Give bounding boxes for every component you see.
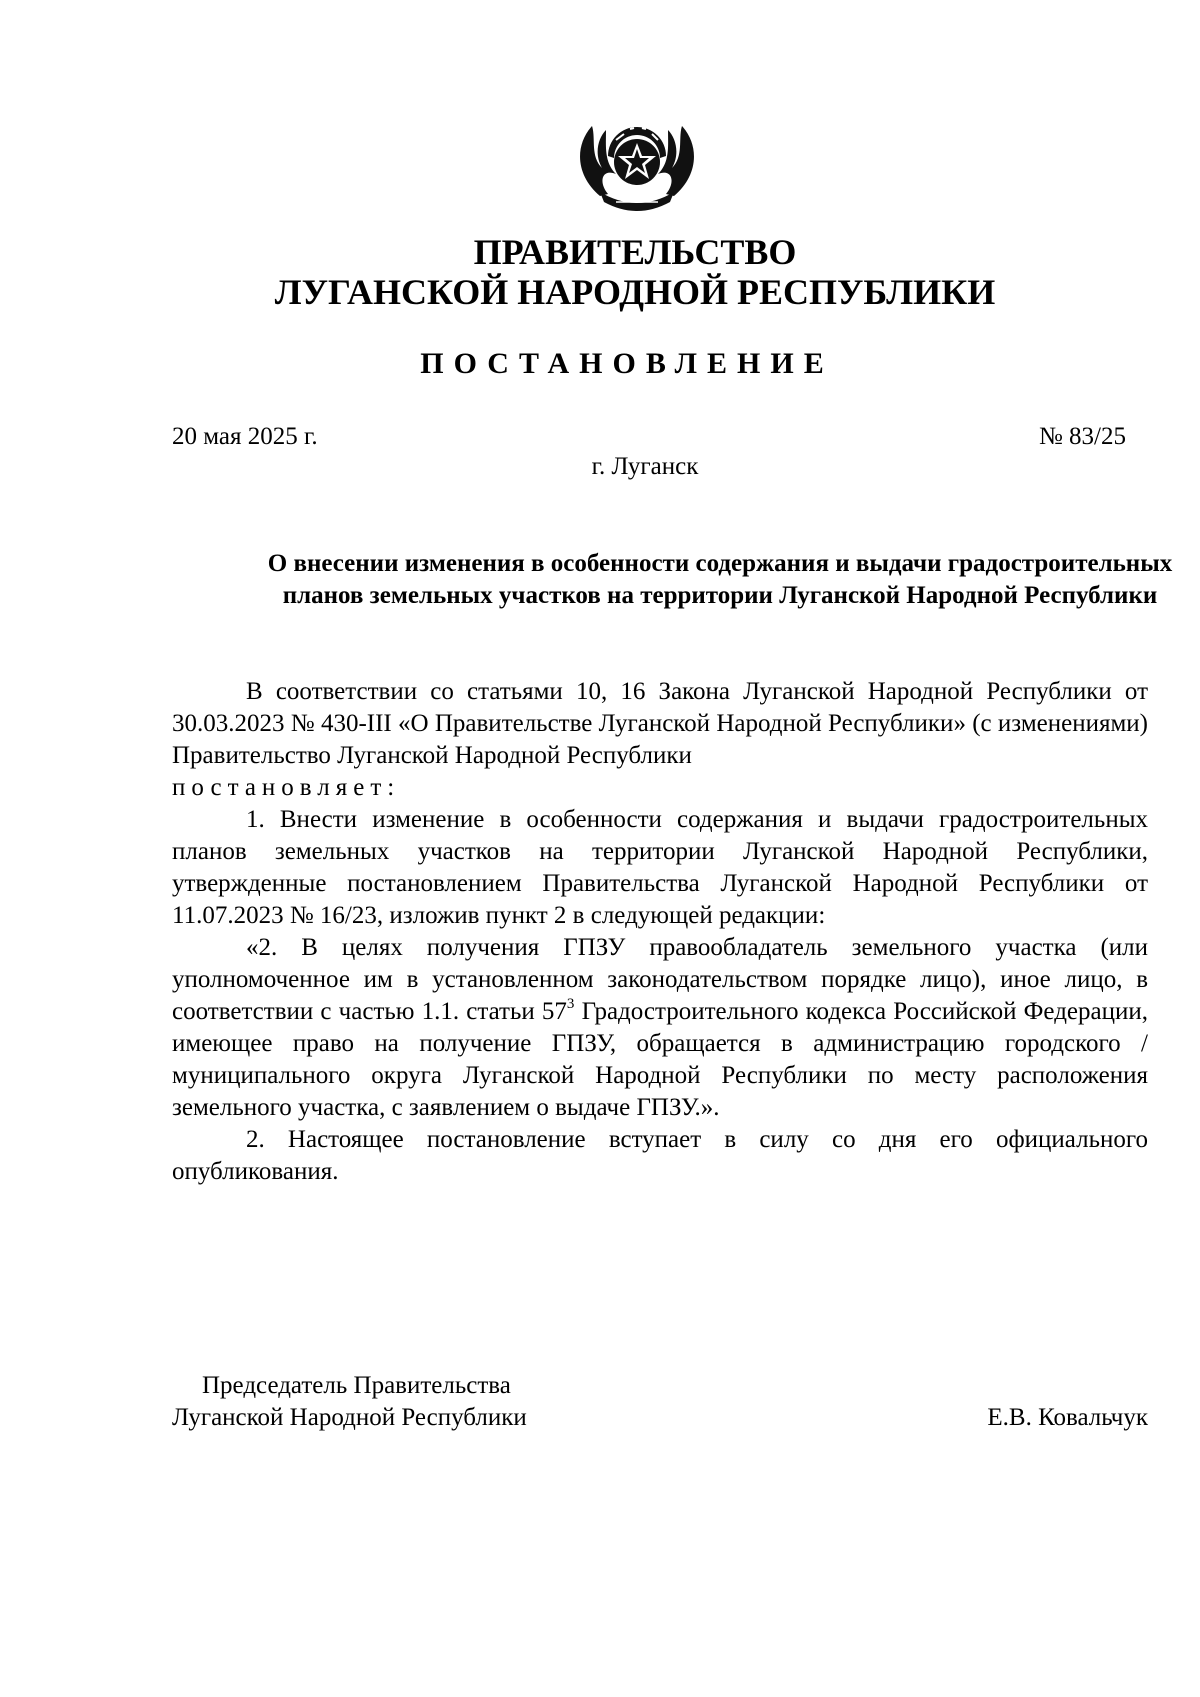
item-1-paragraph: 1. Внести изменение в особенности содержания и выдачи градостроительных планов земельных участков на территории Луганской Народной Республики, утвержденные постановлением Правительства Луганской Народной Республики от 11.07.2023 № 16/23, изложив пункт 2 в следующей редакции:: [172, 806, 1148, 929]
item-2-paragraph: 2. Настоящее постановление вступает в силу со дня его официального опубликования.: [172, 1126, 1148, 1185]
signatory-title-line1: Председатель Правительства: [202, 1372, 511, 1399]
preamble-text: В соответствии со статьями 10, 16 Закона Луганской Народной Республики от 30.03.2023 № 430-III «О Правительстве Луганской Народной Республики» (с изменениями) Правительство Луганской Народной Республики: [172, 678, 1148, 769]
quote-text-part2: Градостроительного кодекса Российской Федерации, имеющее право на получение ГПЗУ, обращается в администрацию городского / муниципального округа Луганской Народной Республики по месту расположения земельного участка, с заявлением о выдаче ГПЗУ.».: [172, 998, 1148, 1121]
document-subject: О внесении изменения в особенности содержания и выдачи градостроительных планов земельных участков на территории Луганской Народной Республики: [267, 550, 1173, 609]
government-title-line1: ПРАВИТЕЛЬСТВО: [473, 232, 797, 272]
document-number: № 83/25: [1038, 423, 1126, 450]
decree-word: постановляет:: [172, 774, 401, 801]
preamble-paragraph: [172, 676, 1148, 772]
quote-text-part1: «2. В целях получения ГПЗУ правообладатель земельного участка (или уполномоченное им в установленном законодательством порядке лицо), иное лицо, в соответствии с частью 1.1. статьи 57: [172, 934, 1148, 1025]
document-date: 20 мая 2025 г.: [172, 423, 318, 450]
quote-paragraph: [172, 932, 1148, 1124]
decree-word-paragraph: [172, 772, 1148, 804]
signatory-name: Е.В. Ковальчук: [987, 1404, 1148, 1431]
signatory-title-line2: Луганской Народной Республики: [172, 1404, 527, 1431]
quote-superscript: 3: [566, 996, 575, 1012]
government-title-line2: ЛУГАНСКОЙ НАРОДНОЙ РЕСПУБЛИКИ: [274, 272, 996, 312]
coat-of-arms-emblem: [572, 116, 702, 214]
document-body: [172, 676, 1148, 1188]
document-city: г. Луганск: [591, 453, 699, 480]
document-type-heading: ПОСТАНОВЛЕНИЕ: [420, 347, 834, 380]
